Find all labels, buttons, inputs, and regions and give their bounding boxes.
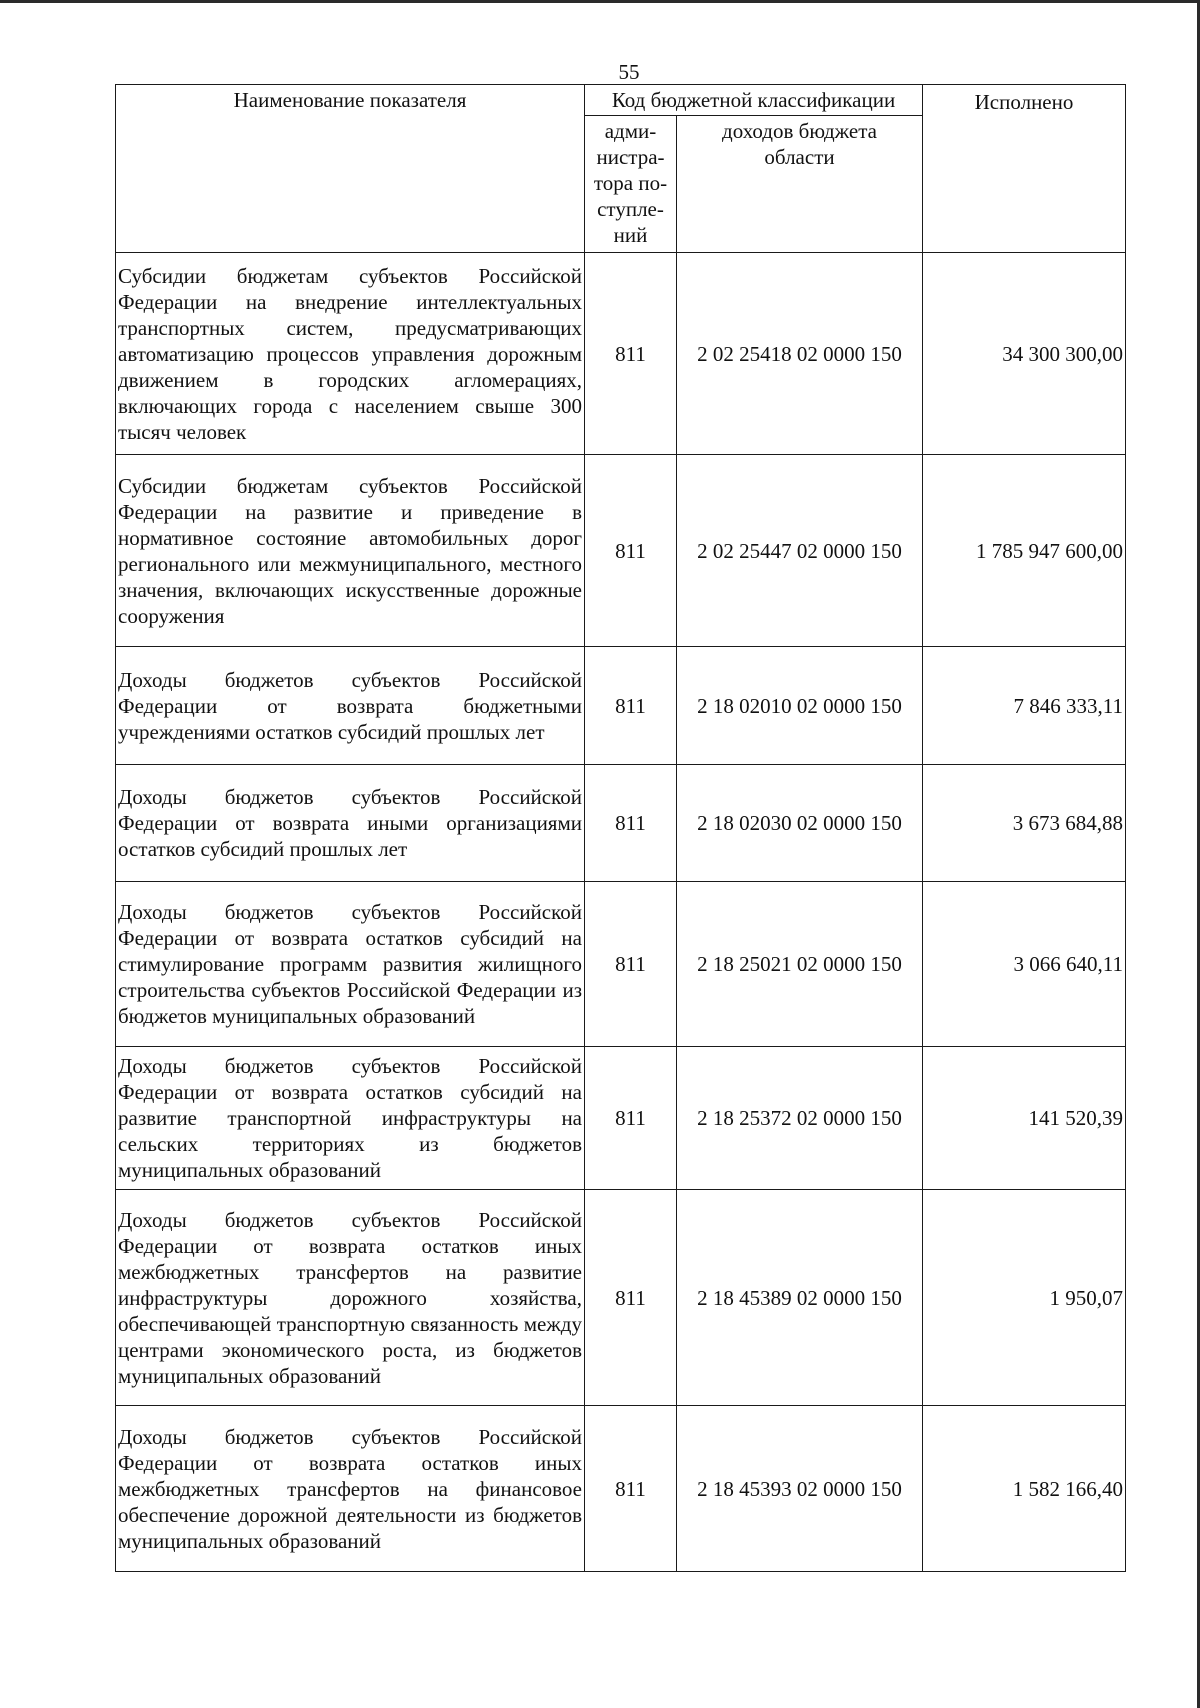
row-executed: 3 673 684,88 (923, 765, 1126, 882)
row-income-code: 2 02 25447 02 0000 150 (677, 455, 923, 647)
header-row-top (116, 85, 1126, 116)
table-row (116, 882, 1126, 1047)
row-name: Доходы бюджетов субъектов Российской Федерации от возврата иными организациями остатков субсидий прошлых лет (116, 765, 585, 882)
row-admin-code: 811 (585, 765, 677, 882)
row-admin-code: 811 (585, 1047, 677, 1190)
row-income-code: 2 18 02010 02 0000 150 (677, 647, 923, 765)
row-income-code: 2 18 25021 02 0000 150 (677, 882, 923, 1047)
row-name: Доходы бюджетов субъектов Российской Федерации от возврата остатков субсидий на стимулирование программ развития жилищного строительства субъектов Российской Федерации из бюджетов муниципальных образований (116, 882, 585, 1047)
row-income-code: 2 02 25418 02 0000 150 (677, 253, 923, 455)
table-row (116, 253, 1126, 455)
row-name: Субсидии бюджетам субъектов Российской Федерации на развитие и приведение в нормативное состояние автомобильных дорог регионального или межмуниципального, местного значения, включающих искусственные дорожные сооружения (116, 455, 585, 647)
row-executed: 141 520,39 (923, 1047, 1126, 1190)
row-name: Доходы бюджетов субъектов Российской Федерации от возврата остатков иных межбюджетных трансфертов на финансовое обеспечение дорожной деятельности из бюджетов муниципальных образований (116, 1406, 585, 1572)
table-row (116, 455, 1126, 647)
table-row (116, 647, 1126, 765)
table-row (116, 1406, 1126, 1572)
row-admin-code: 811 (585, 455, 677, 647)
row-name: Доходы бюджетов субъектов Российской Федерации от возврата бюджетными учреждениями остатков субсидий прошлых лет (116, 647, 585, 765)
table-row (116, 1047, 1126, 1190)
row-admin-code: 811 (585, 1406, 677, 1572)
row-income-code: 2 18 45393 02 0000 150 (677, 1406, 923, 1572)
row-executed: 3 066 640,11 (923, 882, 1126, 1047)
table-row (116, 765, 1126, 882)
page-number: 55 (618, 60, 640, 84)
row-admin-code: 811 (585, 882, 677, 1047)
row-name: Доходы бюджетов субъектов Российской Федерации от возврата остатков иных межбюджетных трансфертов на развитие инфраструктуры дорожного хозяйства, обеспечивающей транспортную связанность между центрами экономического роста, из бюджетов муниципальных образований (116, 1190, 585, 1406)
row-income-code: 2 18 45389 02 0000 150 (677, 1190, 923, 1406)
row-name: Доходы бюджетов субъектов Российской Федерации от возврата остатков субсидий на развитие транспортной инфраструктуры на сельских территориях из бюджетов муниципальных образований (116, 1047, 585, 1190)
row-executed: 1 785 947 600,00 (923, 455, 1126, 647)
row-admin-code: 811 (585, 253, 677, 455)
row-income-code: 2 18 02030 02 0000 150 (677, 765, 923, 882)
header-executed: Исполнено (923, 85, 1126, 253)
budget-table (115, 84, 1126, 1572)
row-admin-code: 811 (585, 1190, 677, 1406)
header-code-group: Код бюджетной классификации (585, 85, 923, 116)
row-name: Субсидии бюджетам субъектов Российской Федерации на внедрение интеллектуальных транспортных систем, предусматривающих автоматизацию процессов управления дорожным движением в городских агломерациях, включающих города с населением свыше 300 тысяч человек (116, 253, 585, 455)
row-executed: 1 582 166,40 (923, 1406, 1126, 1572)
header-income: доходов бюджета области (677, 116, 923, 253)
table-row (116, 1190, 1126, 1406)
row-executed: 34 300 300,00 (923, 253, 1126, 455)
row-admin-code: 811 (585, 647, 677, 765)
row-income-code: 2 18 25372 02 0000 150 (677, 1047, 923, 1190)
header-name: Наименование показателя (116, 85, 585, 253)
row-executed: 7 846 333,11 (923, 647, 1126, 765)
row-executed: 1 950,07 (923, 1190, 1126, 1406)
header-admin: адми- нистра- тора по- ступле- ний (585, 116, 677, 253)
scan-edge-top (0, 0, 1200, 3)
